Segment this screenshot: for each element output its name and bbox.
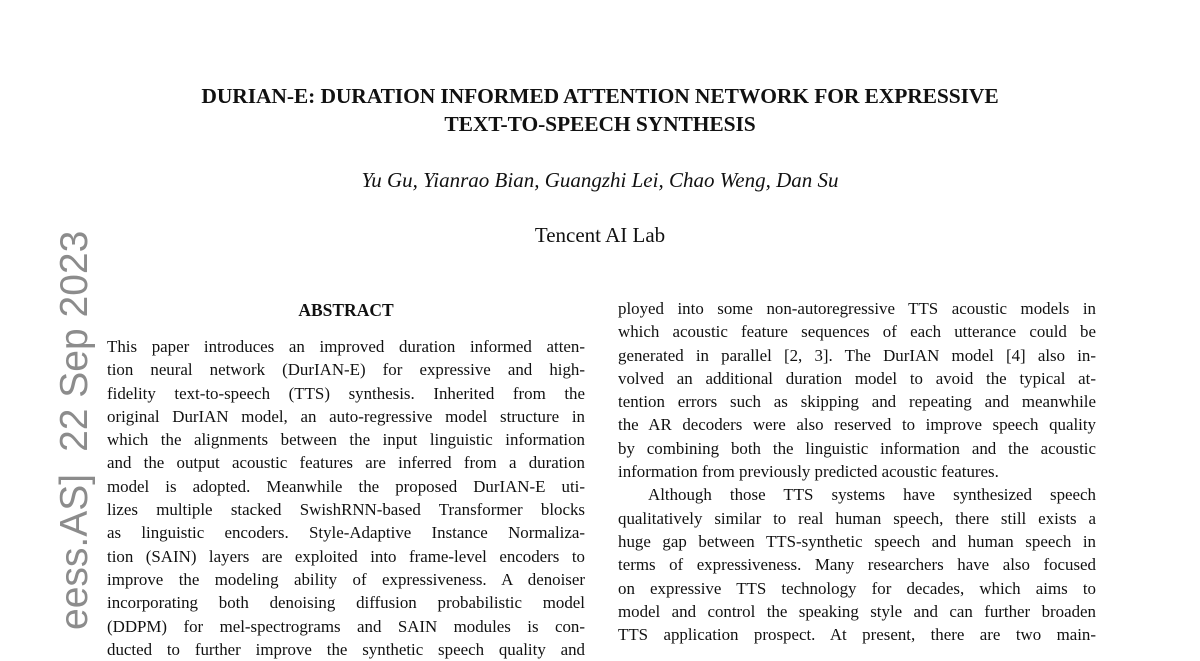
author-list: Yu Gu, Yianrao Bian, Guangzhi Lei, Chao Weng, Dan Su xyxy=(361,168,839,192)
title-line-1: DURIAN-E: DURATION INFORMED ATTENTION NETWORK FOR EXPRESSIVE xyxy=(201,84,999,108)
abstract-line: This paper introduces an improved duration informed atten- xyxy=(107,337,585,356)
body-line: model and control the speaking style and can further broaden xyxy=(618,601,1096,621)
affiliation: Tencent AI Lab xyxy=(534,223,666,247)
abstract-line: (DDPM) for mel-spectrograms and SAIN modules is con- xyxy=(107,616,585,636)
title-line-2: TEXT-TO-SPEECH SYNTHESIS xyxy=(444,112,756,136)
intro-paragraph-2 xyxy=(618,483,1096,646)
abstract-line: model is adopted. Meanwhile the proposed DurIAN-E uti- xyxy=(107,476,585,496)
abstract-heading: ABSTRACT xyxy=(298,300,394,320)
body-line: information from previously predicted acoustic features. xyxy=(618,462,999,482)
body-line: terms of expressiveness. Many researchers have also focused xyxy=(618,555,1096,575)
body-line: ployed into some non-autoregressive TTS acoustic models in xyxy=(618,299,1096,318)
body-line: tention errors such as skipping and repeating and meanwhile xyxy=(618,392,1096,412)
arxiv-date: 22 Sep 2023 xyxy=(53,230,96,452)
paper-title xyxy=(0,82,1200,138)
body-line: which acoustic feature sequences of each utterance could be xyxy=(618,322,1096,342)
abstract-line: incorporating both denoising diffusion probabilistic model xyxy=(107,593,585,613)
abstract-line: tion (SAIN) layers are exploited into frame-level encoders to xyxy=(107,546,585,566)
abstract-line: fidelity text-to-speech (TTS) synthesis. Inherited from the xyxy=(107,383,585,403)
abstract-body xyxy=(107,335,585,661)
left-column xyxy=(107,299,585,661)
abstract-line: as linguistic encoders. Style-Adaptive Instance Normaliza- xyxy=(107,523,585,543)
body-line: by combining both the linguistic information and the acoustic xyxy=(618,438,1096,458)
body-line: huge gap between TTS-synthetic speech and human speech in xyxy=(618,531,1096,551)
body-line: on expressive TTS technology for decades, which aims to xyxy=(618,578,1096,598)
arxiv-stamp xyxy=(55,231,95,630)
abstract-line: tion neural network (DurIAN-E) for expressive and high- xyxy=(107,360,585,380)
body-line: generated in parallel [2, 3]. The DurIAN model [4] also in- xyxy=(618,345,1096,365)
arxiv-id: eess.AS] xyxy=(53,473,96,630)
abstract-line: improve the modeling ability of expressiveness. A denoiser xyxy=(107,569,585,589)
abstract-line: which the alignments between the input linguistic information xyxy=(107,430,585,450)
body-line: the AR decoders were also reserved to improve speech quality xyxy=(618,415,1096,435)
body-line: Although those TTS systems have synthesized speech xyxy=(648,485,1096,505)
body-line: qualitatively similar to real human speech, there still exists a xyxy=(618,508,1096,528)
abstract-line: and the output acoustic features are inferred from a duration xyxy=(107,453,585,473)
body-line: volved an additional duration model to avoid the typical at- xyxy=(618,368,1096,388)
body-line: TTS application prospect. At present, there are two main- xyxy=(618,625,1096,645)
abstract-line: lizes multiple stacked SwishRNN-based Transformer blocks xyxy=(107,500,585,520)
intro-paragraph-1 xyxy=(618,297,1096,483)
right-column xyxy=(618,297,1096,646)
abstract-line: original DurIAN model, an auto-regressive model structure in xyxy=(107,406,585,426)
abstract-line: ducted to further improve the synthetic speech quality and xyxy=(107,639,585,659)
